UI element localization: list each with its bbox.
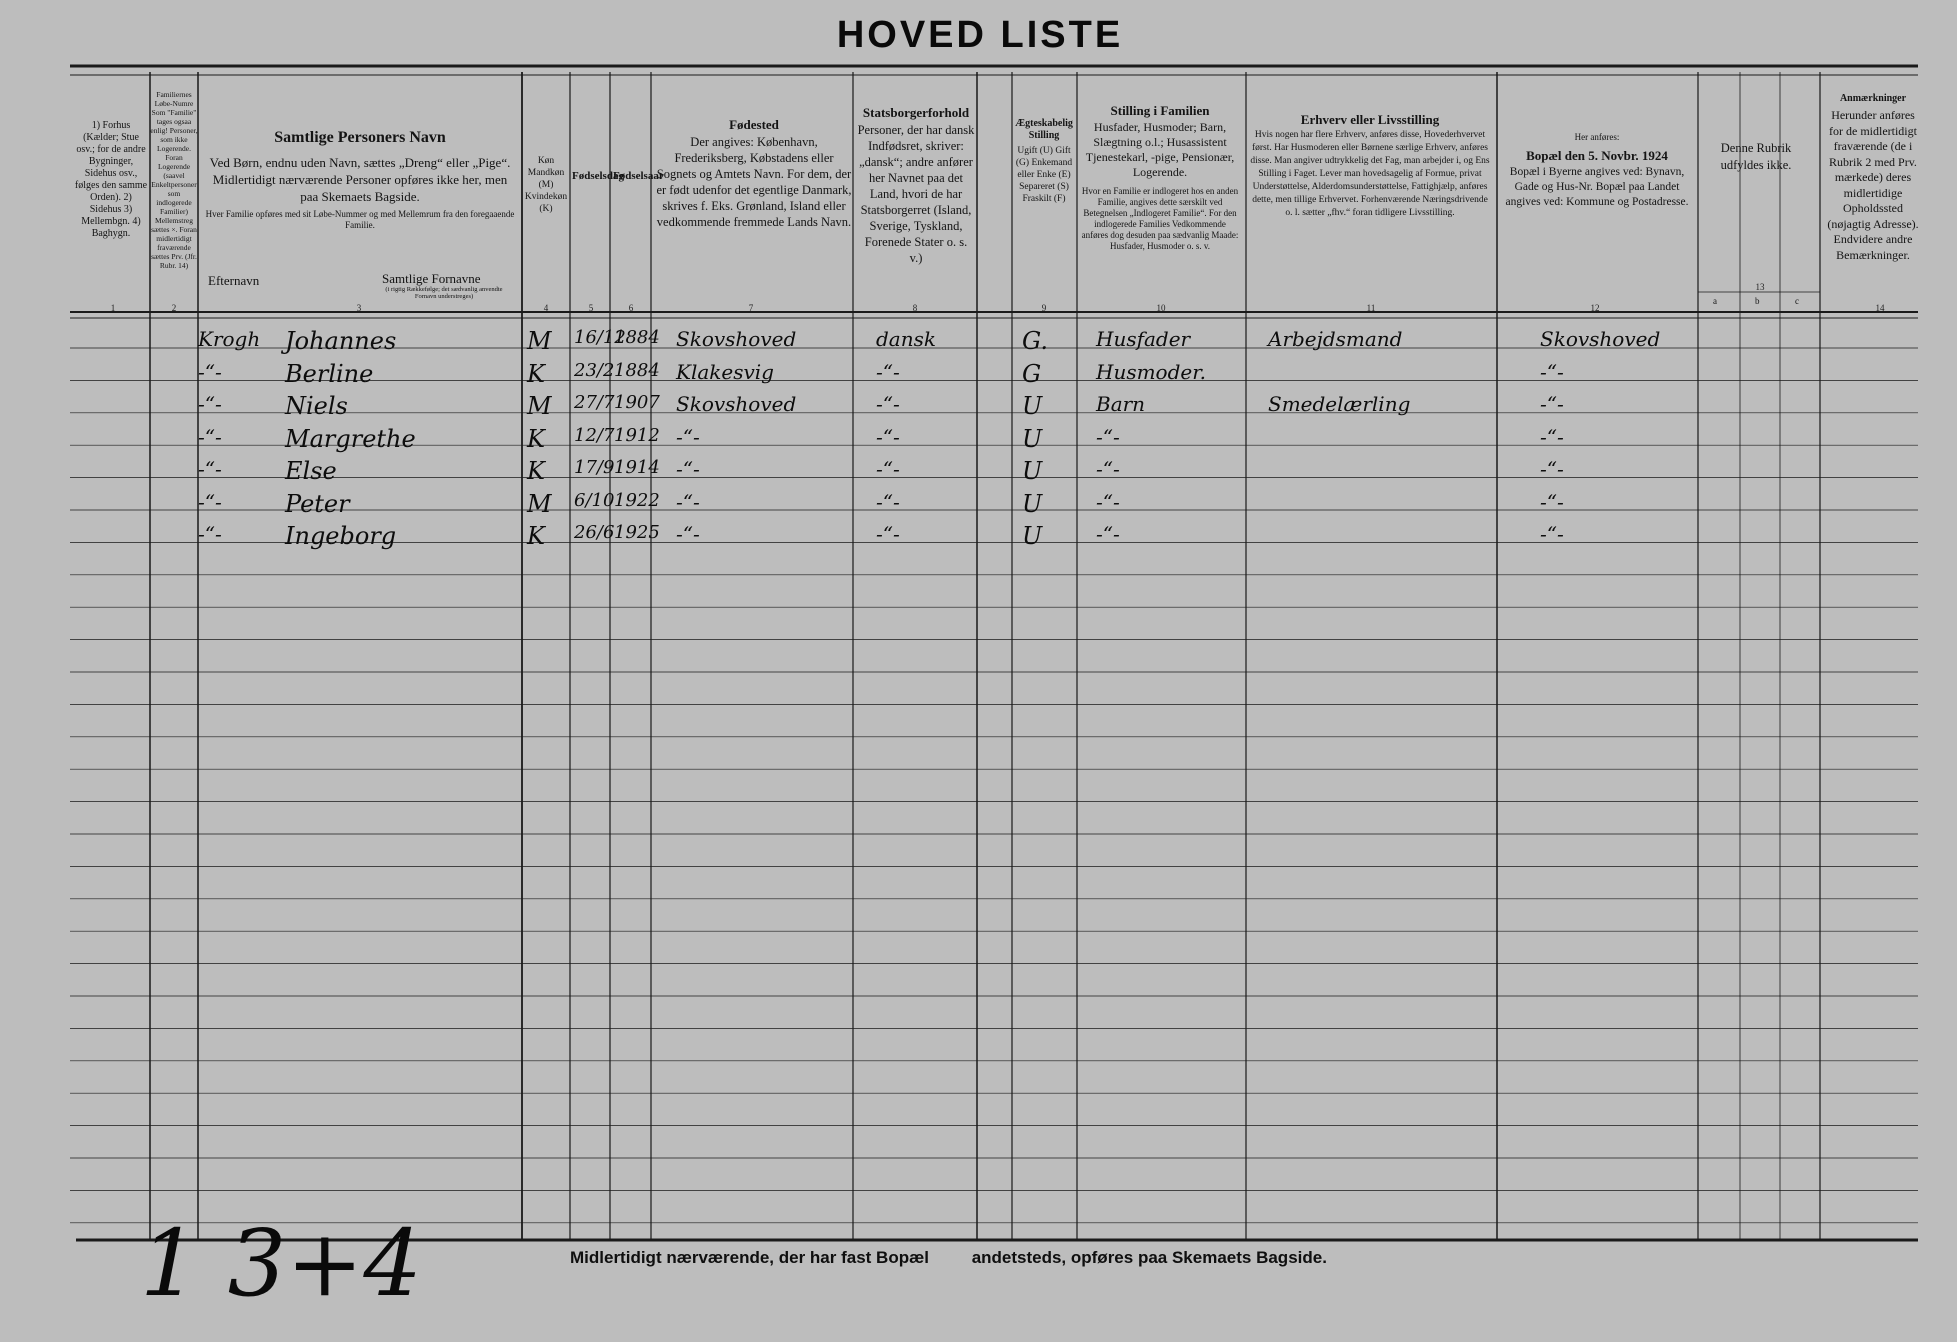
citizenship-cell: -“-	[876, 359, 900, 384]
birthplace-cell: Skovshoved	[676, 327, 797, 351]
column-number-2: 2	[171, 303, 177, 313]
column-number-4: 4	[543, 303, 549, 313]
citizenship-cell: -“-	[876, 424, 900, 449]
birth-year-cell: 1907	[614, 392, 660, 413]
header-col11: Erhverv eller Livsstilling Hvis nogen har flere Erhverv, anføres disse, Hovederhvervet først. Har Husmoderen eller Børnene særlige Erhverv, anføres disse. Man angiver udtrykkelig det Fag, man arbejder i, og Ens Stilling i Faget. Lever man hovedsagelig af Formue, privat Understøttelse, Alderdomsunderstøttelse, Fattighjælp, anføres dette, men tillige Erhvervet. Forhenværende Næringsdrivende o. l. sætter „fhv.“ foran tidligere Livsstilling.	[1250, 112, 1490, 218]
header-col6: Fødselsaar	[613, 170, 664, 182]
header-col13-sub-a: a	[1713, 296, 1717, 306]
header-col8: Statsborgerforhold Personer, der har dansk Indfødsret, skriver: „dansk“; andre anfører her Navnet paa det Land, hvori de har Statsborgerret (Island, Sverige, Tyskland, Forenede Stater o. s. v.)	[857, 105, 975, 265]
citizenship-cell: -“-	[876, 392, 900, 416]
marital-status-cell: G.	[1022, 327, 1048, 355]
citizenship-cell: dansk	[876, 327, 936, 351]
column-number-6: 6	[628, 303, 634, 313]
header-col5: Fødselsdag	[572, 170, 624, 182]
sex-cell: M	[527, 327, 552, 355]
footer-note-part1: Midlertidigt nærværende, der har fast Bopæl	[570, 1248, 929, 1267]
residence-cell: Skovshoved	[1540, 327, 1661, 351]
family-position-cell: -“-	[1096, 489, 1120, 514]
header-col4: Køn Mandkøn (M) Kvindekøn (K)	[524, 156, 568, 214]
header-col3: Samtlige Personers Navn Ved Børn, endnu uden Navn, sættes „Dreng“ eller „Pige“. Midlertidigt nærværende Personer opføres ikke her, men paa Skemaets Bagside. Hver Familie opføres med sit Løbe-Nummer og med Mellemrum fra den foregaaende Familie.	[205, 129, 515, 230]
surname-cell: -“-	[198, 457, 222, 481]
birth-year-cell: 1912	[614, 424, 660, 446]
birthplace-cell: Skovshoved	[676, 392, 797, 416]
birthplace-cell: -“-	[676, 489, 700, 514]
sex-cell: K	[527, 359, 545, 388]
header-col13: Denne Rubrik udfyldes ikke.	[1720, 141, 1792, 172]
header-col13-sub-b: b	[1755, 296, 1760, 306]
occupation-cell: Smedelærling	[1268, 392, 1411, 416]
header-col2: Familiernes Løbe-Numre Som "Familie" tages ogsaa enlig! Personer, som ikke Logerende. Foran Logerende (saavel Enkeltpersoner som indlogerede Familier) Mellemstreg sættes ×. Foran midlertidigt fraværende sættes Prv. (Jfr. Rubr. 14)	[150, 90, 198, 270]
sex-cell: K	[527, 424, 545, 453]
family-position-cell: -“-	[1096, 522, 1120, 546]
header-col3-fornavne-note: (i rigtig Rækkefølge; det sædvanlig anvendte Fornavn understreges)	[385, 286, 503, 300]
header-col9: Ægteskabelig Stilling Ugift (U) Gift (G) Enkemand eller Enke (E) Separeret (S) Fraskilt (F)	[1015, 118, 1073, 204]
residence-cell: -“-	[1540, 359, 1564, 384]
footer-note	[570, 1248, 1365, 1268]
residence-cell: -“-	[1540, 392, 1564, 416]
column-number-14: 14	[1875, 303, 1885, 313]
birthday-cell: 17/9	[574, 457, 615, 478]
header-col3-efternavn: Efternavn	[208, 273, 260, 288]
residence-cell: -“-	[1540, 522, 1564, 546]
page-title: HOVED LISTE	[836, 14, 1124, 56]
column-number-12: 12	[1590, 303, 1600, 313]
header-col1: 1) Forhus (Kælder; Stue osv.; for de andre Bygninger, Sidehus osv., følges den samme Orden). 2) Sidehus 3) Mellembgn. 4) Baghygn.	[74, 120, 148, 239]
residence-cell: -“-	[1540, 424, 1564, 449]
page-number: 1 3+4	[140, 1210, 422, 1317]
column-number-1: 1	[110, 303, 116, 313]
header-col13-sub-c: c	[1795, 296, 1799, 306]
birthday-cell: 12/7	[574, 424, 615, 446]
family-position-cell: Barn	[1096, 392, 1146, 416]
header-col3-fornavne: Samtlige Fornavne	[382, 271, 481, 286]
header-col3-title: Samtlige Personers Navn	[274, 129, 446, 146]
marital-status-cell: U	[1022, 457, 1043, 485]
sex-cell: K	[527, 522, 545, 550]
marital-status-cell: U	[1022, 392, 1043, 420]
family-position-cell: -“-	[1096, 457, 1120, 481]
birthplace-cell: -“-	[676, 522, 700, 546]
birth-year-cell: 1925	[614, 522, 660, 543]
column-number-5: 5	[588, 303, 594, 313]
column-number-3: 3	[356, 303, 362, 313]
family-position-cell: Husmoder.	[1096, 359, 1206, 384]
given-names-cell: Else	[285, 457, 337, 485]
given-names-cell: Ingeborg	[285, 522, 397, 550]
birthplace-cell: Klakesvig	[676, 359, 774, 384]
column-number-7: 7	[748, 303, 754, 313]
family-position-cell: -“-	[1096, 424, 1120, 449]
given-names-cell: Margrethe	[285, 424, 416, 453]
column-number-9: 9	[1041, 303, 1047, 313]
birthday-cell: 23/2	[574, 359, 615, 381]
occupation-cell: Arbejdsmand	[1268, 327, 1403, 351]
given-names-cell: Niels	[285, 392, 348, 420]
birth-year-cell: 1884	[614, 327, 660, 348]
residence-cell: -“-	[1540, 457, 1564, 481]
header-col7: Fødested Der angives: København, Frederiksberg, Købstadens eller Sognets og Amtets Navn. For dem, der er født udenfor det egentlige Danmark, skrives f. Eks. Grønland, Island eller vedkommende fremmede Lands Navn.	[656, 117, 852, 229]
surname-cell: -“-	[198, 392, 222, 416]
given-names-cell: Berline	[285, 359, 374, 388]
residence-cell: -“-	[1540, 489, 1564, 514]
sex-cell: K	[527, 457, 545, 485]
birth-year-cell: 1922	[614, 489, 660, 511]
header-col10: Stilling i Familien Husfader, Husmoder; Barn, Slægtning o.l.; Husassistent Tjenestekarl, -pige, Pensionær, Logerende. Hvor en Familie er indlogeret hos en anden Familie, angives dette særskilt ved Betegnelsen „Indlogeret Familie“. For den indlogerede Families Vedkommende anføres dog desuden paa sædvanlig Maade: Husfader, Husmoder o. s. v.	[1081, 103, 1239, 251]
sex-cell: M	[527, 392, 552, 420]
marital-status-cell: U	[1022, 522, 1043, 550]
birth-year-cell: 1884	[614, 359, 660, 381]
marital-status-cell: U	[1022, 489, 1043, 518]
marital-status-cell: G	[1022, 359, 1042, 388]
birthday-cell: 6/10	[574, 489, 615, 511]
birth-year-cell: 1914	[614, 457, 660, 478]
given-names-cell: Peter	[285, 489, 350, 518]
citizenship-cell: -“-	[876, 457, 900, 481]
family-position-cell: Husfader	[1096, 327, 1191, 351]
citizenship-cell: -“-	[876, 522, 900, 546]
column-number-10: 10	[1156, 303, 1166, 313]
birthday-cell: 16/12	[574, 327, 626, 348]
marital-status-cell: U	[1022, 424, 1043, 453]
sex-cell: M	[527, 489, 552, 518]
surname-cell: -“-	[198, 522, 222, 546]
surname-cell: -“-	[198, 489, 222, 514]
footer-note-part2: andetsteds, opføres paa Skemaets Bagside.	[971, 1248, 1327, 1267]
given-names-cell: Johannes	[285, 327, 397, 355]
surname-cell: -“-	[198, 424, 222, 449]
column-number-11: 11	[1366, 303, 1376, 313]
birthday-cell: 27/7	[574, 392, 615, 413]
header-col14: Anmærkninger Herunder anføres for de midlertidigt fraværende (de i Rubrik 2 med Prv. mærkede) deres midlertidige Opholdssted (nøjagtig Adresse). Endvidere andre Bemærkninger.	[1827, 93, 1919, 262]
citizenship-cell: -“-	[876, 489, 900, 514]
column-number-13: 13	[1755, 282, 1765, 292]
birthplace-cell: -“-	[676, 424, 700, 449]
column-number-8: 8	[912, 303, 918, 313]
birthplace-cell: -“-	[676, 457, 700, 481]
birthday-cell: 26/6	[574, 522, 615, 543]
surname-cell: Krogh	[198, 327, 261, 351]
header-col12: Her anføres: Bopæl den 5. Novbr. 1924 Bopæl i Byerne angives ved: Bynavn, Gade og Hus-Nr. Bopæl paa Landet angives ved: Kommune og Postadresse.	[1505, 132, 1689, 208]
surname-cell: -“-	[198, 359, 222, 384]
